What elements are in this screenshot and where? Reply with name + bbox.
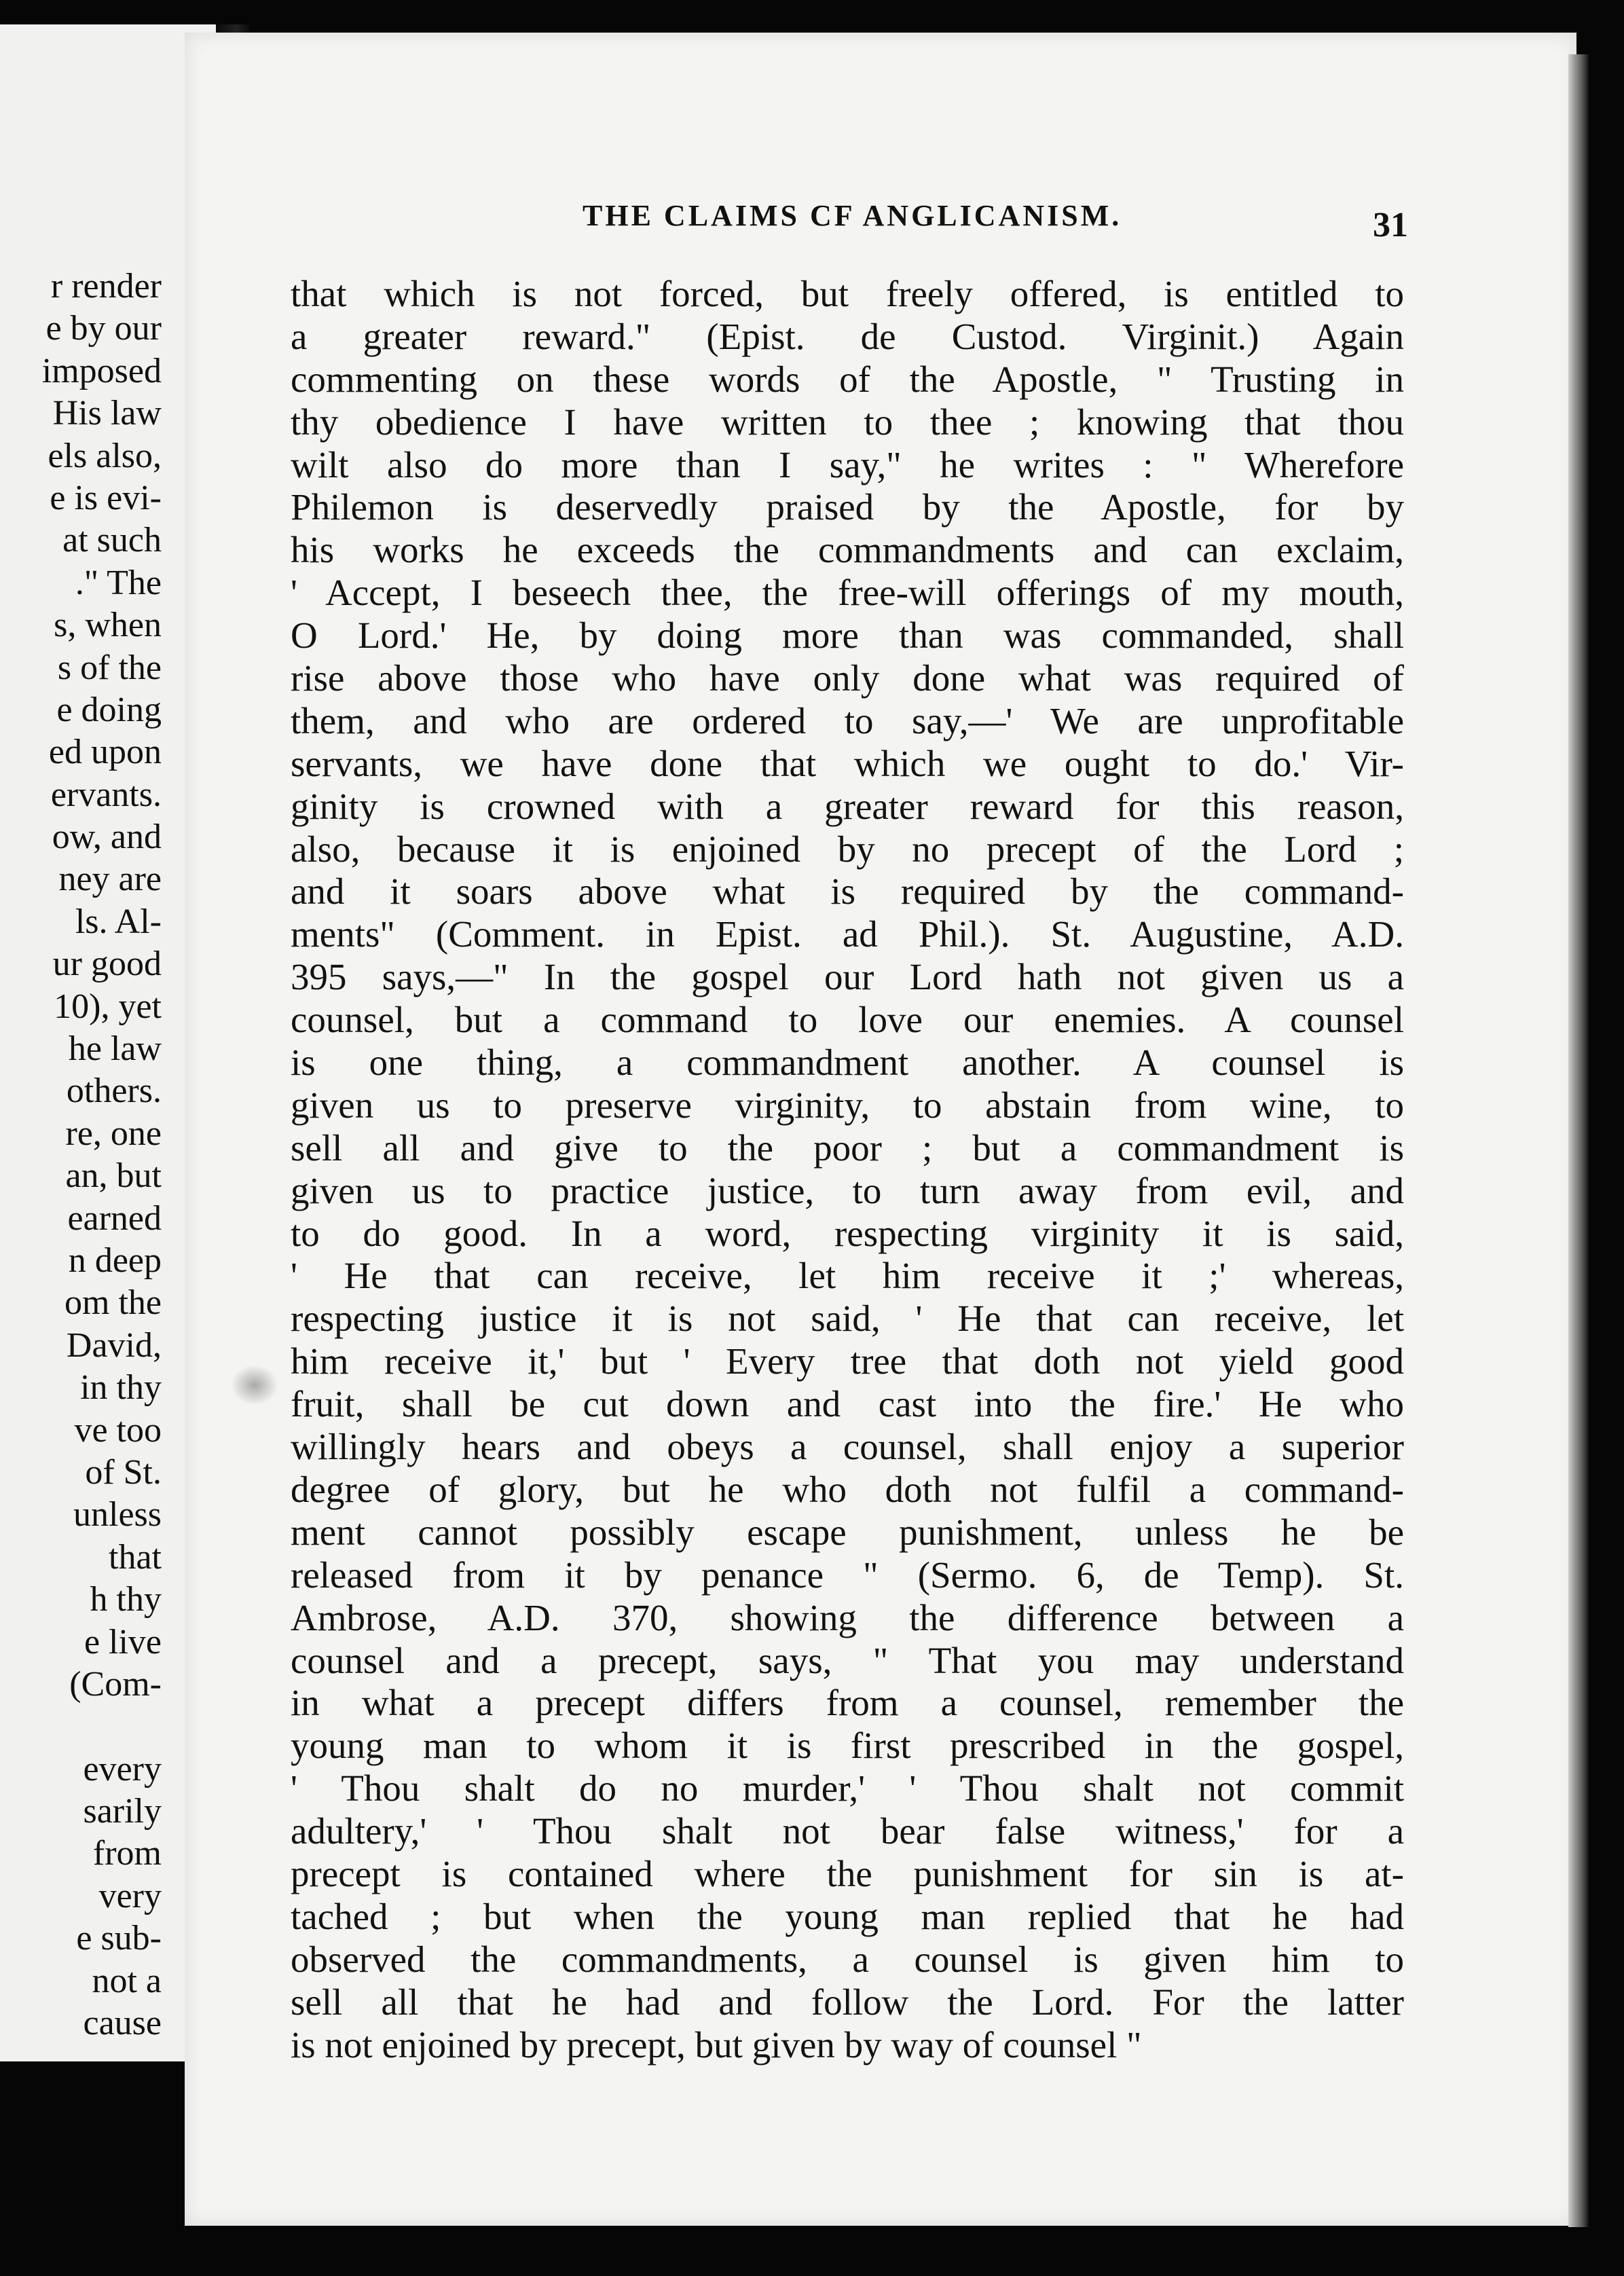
body-line: sell all that he had and follow the Lord. For the latter — [291, 1981, 1404, 2023]
body-line: ' Thou shalt do no murder,' ' Thou shalt not commit — [291, 1767, 1404, 1810]
body-line: in what a precept differs from a counsel, remember the — [291, 1682, 1404, 1724]
running-title: THE CLAIMS CF ANGLICANISM. — [583, 199, 1122, 232]
body-line: is one thing, a commandment another. A counsel is — [291, 1042, 1404, 1084]
body-line: O Lord.' He, by doing more than was commanded, shall — [291, 614, 1404, 657]
facing-page-line: e doing — [56, 690, 162, 729]
facing-page-line: e sub- — [76, 1919, 162, 1958]
facing-page-line: at such — [62, 521, 162, 560]
facing-page-line: His law — [52, 394, 162, 433]
facing-page-line: 10), yet — [54, 987, 162, 1026]
body-line: Ambrose, A.D. 370, showing the difference between a — [291, 1596, 1404, 1638]
facing-page-line: very — [98, 1876, 162, 1915]
facing-page-line: om the — [64, 1283, 162, 1323]
facing-page-line: of St. — [85, 1452, 162, 1492]
facing-page-line: unless — [73, 1495, 162, 1535]
facing-page-line: in thy — [80, 1368, 162, 1408]
body-line: ' He that can receive, let him receive it ;' whereas, — [291, 1255, 1404, 1297]
body-line: sell all and give to the poor ; but a commandment is — [291, 1126, 1404, 1169]
body-line: him receive it,' but ' Every tree that doth not yield good — [291, 1340, 1404, 1382]
page-edge — [1568, 54, 1589, 2227]
body-line: also, because it is enjoined by no precept of the Lord ; — [291, 828, 1404, 870]
body-line: young man to whom it is first prescribed in the gospel, — [291, 1725, 1404, 1767]
body-line: servants, we have done that which we ought to do.' Vir- — [291, 742, 1404, 784]
body-line: is not enjoined by precept, but given by way of counsel " — [291, 2023, 1142, 2066]
body-line: Philemon is deservedly praised by the Apostle, for by — [291, 486, 1404, 528]
facing-page-line: David, — [66, 1325, 162, 1365]
facing-page-line: sarily — [83, 1792, 162, 1831]
facing-page-text — [42, 265, 162, 2044]
body-line: ment cannot possibly escape punishment, unless he be — [291, 1511, 1404, 1553]
body-line: adultery,' ' Thou shalt not bear false witness,' for a — [291, 1810, 1404, 1852]
body-line: given us to practice justice, to turn away from evil, and — [291, 1169, 1404, 1211]
body-line: rise above those who have only done what was required of — [291, 657, 1404, 699]
facing-page-line: ney are — [58, 860, 162, 899]
body-line: fruit, shall be cut down and cast into the fire.' He who — [291, 1383, 1404, 1425]
facing-page-line: s, when — [54, 606, 162, 645]
facing-page-line: ervants. — [50, 775, 162, 814]
body-line: tached ; but when the young man replied that he had — [291, 1895, 1404, 1937]
body-line: a greater reward." (Epist. de Custod. Virginit.) Again — [291, 315, 1404, 357]
facing-page-line: ve too — [74, 1410, 162, 1450]
facing-page-line: h thy — [90, 1580, 162, 1619]
body-line: that which is not forced, but freely offered, is entitled to — [291, 273, 1404, 314]
body-line: 395 says,—" In the gospel our Lord hath not given us a — [291, 956, 1404, 998]
facing-page-line: that — [109, 1537, 162, 1577]
body-line: respecting justice it is not said, ' He that can receive, let — [291, 1298, 1404, 1340]
facing-page-line: ." The — [75, 563, 162, 602]
facing-page-line: earned — [67, 1198, 162, 1238]
facing-page-line: (Com- — [69, 1664, 162, 1704]
body-line: released from it by penance " (Sermo. 6, de Temp). St. — [291, 1554, 1404, 1596]
body-line: counsel, but a command to love our enemies. A counsel — [291, 999, 1404, 1041]
body-line: willingly hears and obeys a counsel, shall enjoy a superior — [291, 1426, 1404, 1468]
facing-page-line: from — [92, 1834, 162, 1873]
facing-page-line: an, but — [65, 1156, 162, 1196]
page-number: 31 — [1373, 206, 1408, 244]
facing-page-line: others. — [66, 1071, 162, 1111]
body-line: degree of glory, but he who doth not fulfil a command- — [291, 1468, 1404, 1510]
body-line: wilt also do more than I say," he writes : " Wherefore — [291, 443, 1404, 485]
facing-page-fragment — [0, 24, 216, 2061]
facing-page-line: e live — [84, 1622, 162, 1662]
body-line: observed the commandments, a counsel is given him to — [291, 1938, 1404, 1980]
body-line: ' Accept, I beseech thee, the free-will offerings of my mouth, — [291, 572, 1404, 614]
facing-page-line: ur good — [52, 944, 162, 984]
body-line: and it soars above what is required by the command- — [291, 870, 1404, 913]
body-line: counsel and a precept, says, " That you may understand — [291, 1639, 1404, 1681]
body-line: to do good. In a word, respecting virginity it is said, — [291, 1212, 1404, 1254]
facing-page-line: r render — [50, 267, 162, 306]
facing-page-line: every — [83, 1749, 162, 1788]
scan-smudge — [231, 1365, 278, 1406]
facing-page-line: not a — [92, 1961, 162, 2000]
body-line: commenting on these words of the Apostle, " Trusting in — [291, 358, 1404, 400]
facing-page-line: e by our — [45, 309, 162, 348]
facing-page-line — [42, 1706, 162, 1748]
facing-page-line: e is evi- — [50, 478, 162, 517]
facing-page-line: re, one — [65, 1114, 162, 1153]
facing-page-line: ow, and — [52, 818, 162, 857]
body-line: them, and who are ordered to say,—' We are unprofitable — [291, 699, 1404, 741]
facing-page-line: ls. Al- — [75, 902, 162, 941]
facing-page-line: imposed — [41, 351, 162, 390]
body-line: ments" (Comment. in Epist. ad Phil.). St. Augustine, A.D. — [291, 913, 1404, 955]
body-line: his works he exceeds the commandments and can exclaim, — [291, 529, 1404, 571]
facing-page-line: s of the — [57, 648, 162, 687]
facing-page-line: els also, — [48, 436, 162, 475]
facing-page-line: cause — [83, 2004, 162, 2043]
body-line: given us to preserve virginity, to abstain from wine, to — [291, 1084, 1404, 1126]
page-body-text — [291, 273, 1404, 2066]
body-line: ginity is crowned with a greater reward for this reason, — [291, 785, 1404, 827]
facing-page-line: n deep — [68, 1241, 162, 1280]
body-line: thy obedience I have written to thee ; knowing that thou — [291, 401, 1404, 443]
facing-page-line: ed upon — [48, 733, 162, 772]
body-line: precept is contained where the punishment for sin is at- — [291, 1852, 1404, 1894]
facing-page-line: he law — [68, 1029, 162, 1069]
